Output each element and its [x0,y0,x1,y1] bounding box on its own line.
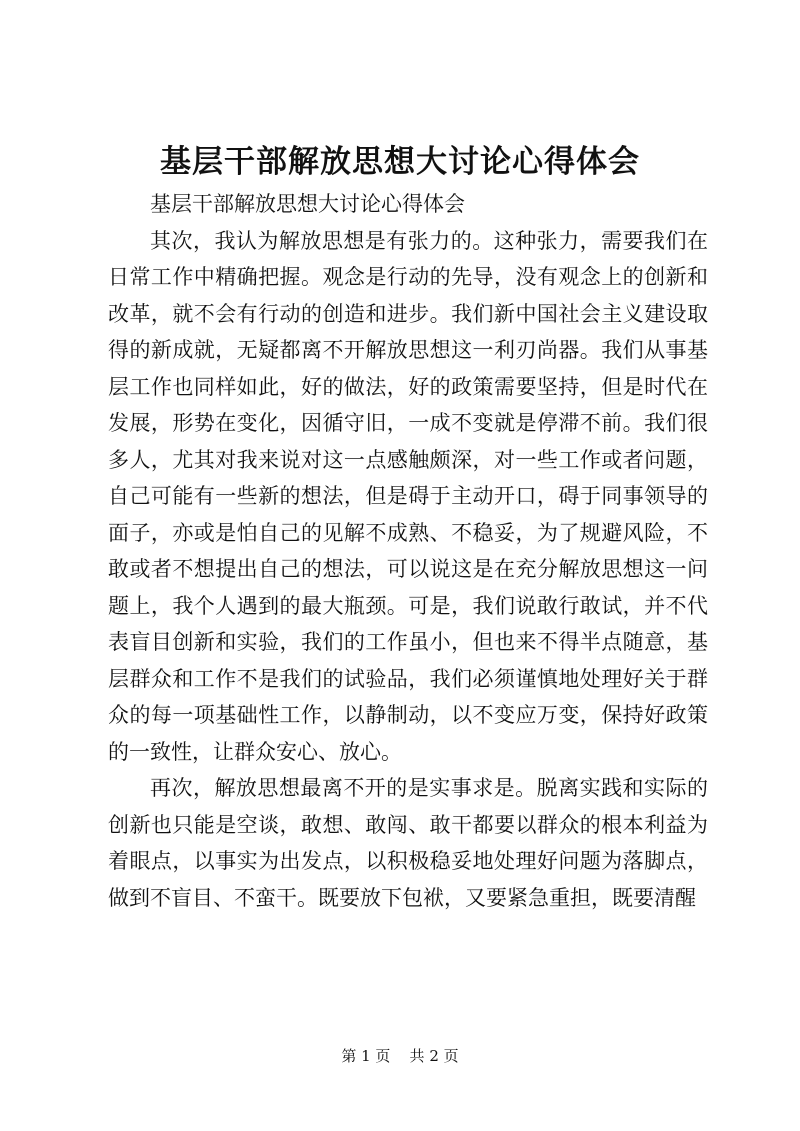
body-paragraph: 再次，解放思想最离不开的是实事求是。脱离实践和实际的创新也只能是空谈，敢想、敢闯、敢干都要以群众的根本利益为着眼点，以事实为出发点，以积极稳妥地处理好问题为落脚点，做到不盲目、不蛮干。既要放下包袱，又要紧急重担，既要清醒 [108,776,708,910]
document-title: 基层干部解放思想大讨论心得体会 [160,144,640,180]
subtitle-paragraph: 基层干部解放思想大讨论心得体会 [150,192,465,216]
page-total: 共 2 页 [409,1047,459,1065]
page-footer [0,1046,800,1066]
footer-spacer [395,1047,405,1065]
document-body [108,186,708,916]
body-paragraph: 其次，我认为解放思想是有张力的。这种张力，需要我们在日常工作中精确把握。观念是行动的先导，没有观念上的创新和改革，就不会有行动的创造和进步。我们新中国社会主义建设取得的新成就，无疑都离不开解放思想这一利刃尚器。我们从事基层工作也同样如此，好的做法，好的政策需要坚持，但是时代在发展，形势在变化，因循守旧，一成不变就是停滞不前。我们很多人，尤其对我来说对这一点感触颇深，对一些工作或者问题，自己可能有一些新的想法，但是碍于主动开口，碍于同事领导的面子，亦或是怕自己的见解不成熟、不稳妥，为了规避风险，不敢或者不想提出自己的想法，可以说这是在充分解放思想这一问题上，我个人遇到的最大瓶颈。可是，我们说敢行敢试，并不代表盲目创新和实验，我们的工作虽小，但也来不得半点随意，基层群众和工作不是我们的试验品，我们必须谨慎地处理好关于群众的每一项基础性工作，以静制动，以不变应万变，保持好政策的一致性，让群众安心、放心。 [108,228,708,764]
page-number: 第 1 页 [341,1047,391,1065]
